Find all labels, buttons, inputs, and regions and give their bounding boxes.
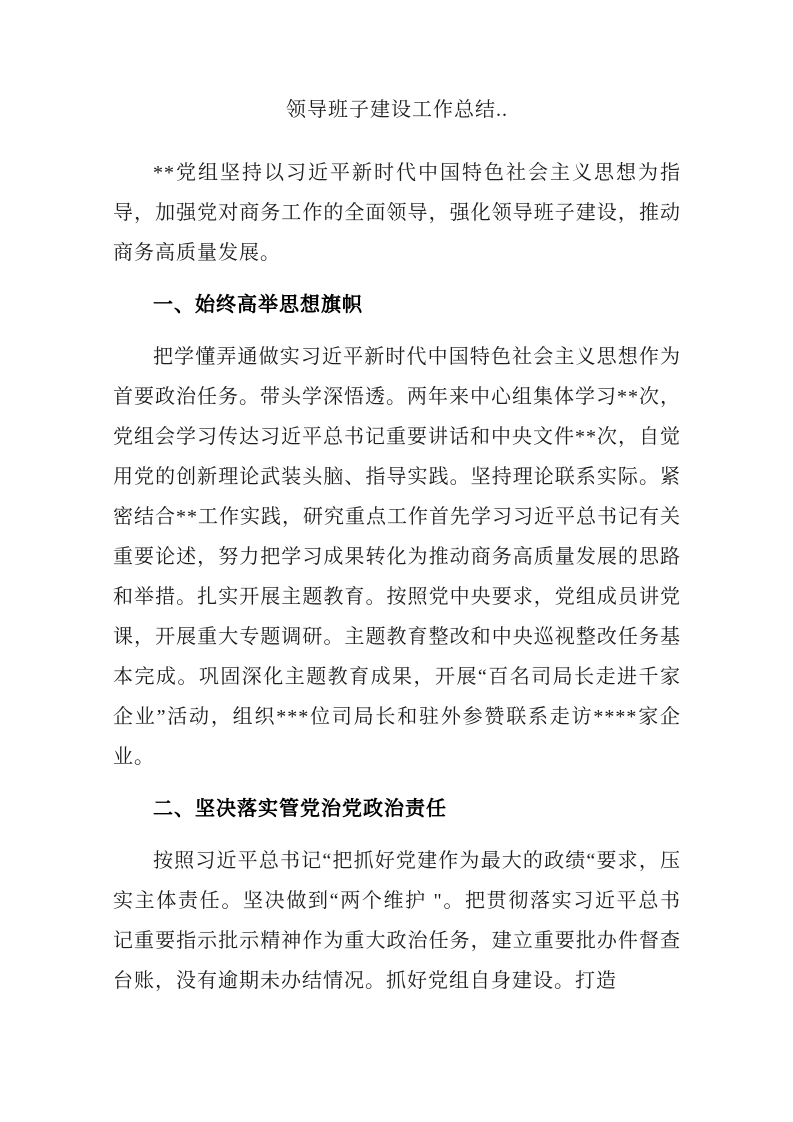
paragraph-section-1: 把学懂弄通做实习近平新时代中国特色社会主义思想作为首要政治任务。带头学深悟透。两年来中心组集体学习**次，党组会学习传达习近平总书记重要讲话和中央文件**次，自觉用党的创新理论武装头脑、指导实践。坚持理论联系实际。紧密结合**工作实践，研究重点工作首先学习习近平总书记有关重要论述，努力把学习成果转化为推动商务高质量发展的思路和举措。扎实开展主题教育。按照党中央要求，党组成员讲党课，开展重大专题调研。主题教育整改和中央巡视整改任务基本完成。巩固深化主题教育成果，开展“百名司局长走进千家企业”活动，组织***位司局长和驻外参赞联系走访****家企业。 bbox=[113, 346, 681, 768]
paragraph-intro: **党组坚持以习近平新时代中国特色社会主义思想为指导，加强党对商务工作的全面领导，强化领导班子建设，推动商务高质量发展。 bbox=[113, 162, 681, 264]
document-title: 领导班子建设工作总结.. bbox=[286, 99, 508, 121]
section-heading-2: 二、坚决落实管党治党政治责任 bbox=[153, 798, 447, 820]
paragraph-section-2: 按照习近平总书记“把抓好党建作为最大的政绩“要求，压实主体责任。坚决做到“两个维护 "。把贯彻落实习近平总书记重要指示批示精神作为重大政治任务，建立重要批办件督查台账，没有逾期未办结情况。抓好党组自身建设。打造 bbox=[113, 850, 681, 992]
section-heading-1: 一、始终高举思想旗帜 bbox=[153, 294, 363, 316]
